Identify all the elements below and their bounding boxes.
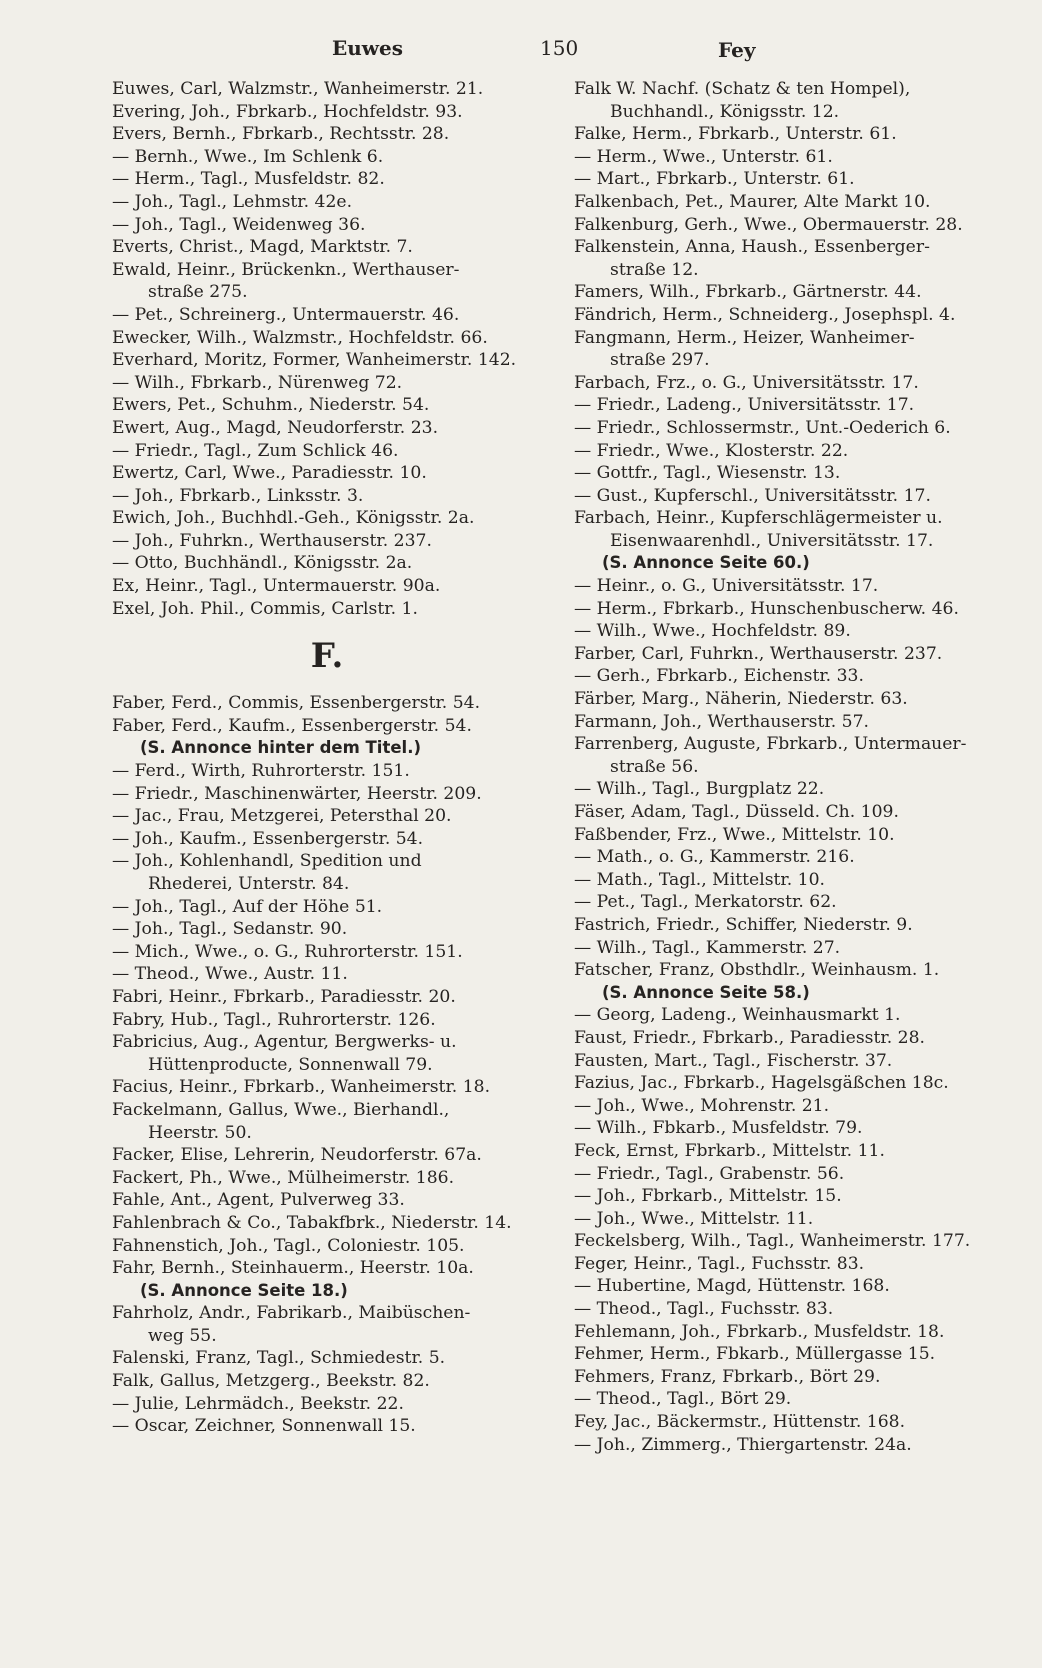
directory-entry: Fackelmann, Gallus, Wwe., Bierhandl., <box>112 1099 450 1120</box>
directory-entry: Faust, Friedr., Fbrkarb., Paradiesstr. 28. <box>574 1027 925 1048</box>
directory-entry: — Joh., Tagl., Weidenweg 36. <box>112 214 366 235</box>
directory-entry: — Math., Tagl., Mittelstr. 10. <box>574 869 826 890</box>
directory-entry: — Ferd., Wirth, Ruhrorterstr. 151. <box>112 761 410 782</box>
entry-continuation: Hüttenproducte, Sonnenwall 79. <box>148 1054 433 1075</box>
directory-entry: Famers, Wilh., Fbrkarb., Gärtnerstr. 44. <box>574 282 922 303</box>
directory-entry: Falenski, Franz, Tagl., Schmiedestr. 5. <box>112 1348 446 1369</box>
directory-entry: — Friedr., Wwe., Klosterstr. 22. <box>574 440 849 461</box>
entry-continuation: straße 297. <box>610 350 710 371</box>
directory-entry: Fazius, Jac., Fbrkarb., Hagelsgäßchen 18c. <box>574 1073 949 1094</box>
directory-entry: Everts, Christ., Magd, Marktstr. 7. <box>112 237 413 258</box>
directory-entry: Fahle, Ant., Agent, Pulverweg 33. <box>112 1190 405 1211</box>
directory-entry: Feckelsberg, Wilh., Tagl., Wanheimerstr. 177. <box>574 1231 971 1252</box>
header-last-name: Fey <box>718 38 756 62</box>
directory-entry: — Jac., Frau, Metzgerei, Petersthal 20. <box>112 806 452 827</box>
directory-entry: Fabricius, Aug., Agentur, Bergwerks- u. <box>112 1032 457 1053</box>
directory-entry: — Wilh., Wwe., Hochfeldstr. 89. <box>574 621 851 642</box>
directory-entry: Farmann, Joh., Werthauserstr. 57. <box>574 711 869 732</box>
directory-entry: — Joh., Tagl., Lehmstr. 42e. <box>112 191 353 212</box>
entry-continuation: Eisenwaarenhdl., Universitätsstr. 17. <box>610 530 934 551</box>
directory-entry: Fatscher, Franz, Obsthdlr., Weinhausm. 1. <box>574 960 940 981</box>
directory-entry: Ewert, Aug., Magd, Neudorferstr. 23. <box>112 417 439 438</box>
directory-entry: Facius, Heinr., Fbrkarb., Wanheimerstr. 18. <box>112 1077 491 1098</box>
directory-entry: Farbach, Frz., o. G., Universitätsstr. 17. <box>574 372 919 393</box>
page-number: 150 <box>540 36 579 60</box>
directory-entry: Falkenburg, Gerh., Wwe., Obermauerstr. 28. <box>574 214 963 235</box>
directory-entry: Fabry, Hub., Tagl., Ruhrorterstr. 126. <box>112 1009 436 1030</box>
directory-entry: Fehmer, Herm., Fbkarb., Müllergasse 15. <box>574 1344 936 1365</box>
directory-entry: Ewald, Heinr., Brückenkn., Werthauser- <box>112 259 460 280</box>
directory-entry: Ewers, Pet., Schuhm., Niederstr. 54. <box>112 395 430 416</box>
directory-entry: — Gust., Kupferschl., Universitätsstr. 17. <box>574 485 931 506</box>
directory-entry: Falk, Gallus, Metzgerg., Beekstr. 82. <box>112 1371 430 1392</box>
entry-continuation: Rhederei, Unterstr. 84. <box>148 874 350 894</box>
directory-entry: — Pet., Tagl., Merkatorstr. 62. <box>574 892 837 913</box>
entry-continuation: straße 12. <box>610 259 699 280</box>
directory-entry: — Friedr., Tagl., Grabenstr. 56. <box>574 1163 845 1184</box>
directory-entry: — Joh., Wwe., Mittelstr. 11. <box>574 1208 814 1229</box>
directory-entry: Facker, Elise, Lehrerin, Neudorferstr. 67a. <box>112 1145 482 1166</box>
directory-entry: — Mart., Fbrkarb., Unterstr. 61. <box>574 169 855 190</box>
directory-entry: Faber, Ferd., Commis, Essenbergerstr. 54. <box>112 693 481 714</box>
directory-entry: — Mich., Wwe., o. G., Ruhrorterstr. 151. <box>112 941 463 962</box>
section-letter: F. <box>310 636 344 677</box>
directory-entry: Fahlenbrach & Co., Tabakfbrk., Niederstr. 14. <box>112 1212 512 1233</box>
directory-entry: Ex, Heinr., Tagl., Untermauerstr. 90a. <box>112 576 441 597</box>
entry-continuation: straße 275. <box>148 282 248 303</box>
directory-entry: Everhard, Moritz, Former, Wanheimerstr. 142. <box>112 350 517 371</box>
directory-entry: — Herm., Wwe., Unterstr. 61. <box>574 146 833 167</box>
entry-continuation: Heerstr. 50. <box>148 1122 252 1143</box>
directory-entry: — Friedr., Maschinenwärter, Heerstr. 209. <box>112 783 482 804</box>
directory-entry: Fangmann, Herm., Heizer, Wanheimer- <box>574 327 915 348</box>
directory-entry: — Joh., Fbrkarb., Mittelstr. 15. <box>574 1186 842 1207</box>
directory-entry: — Otto, Buchhändl., Königsstr. 2a. <box>112 553 413 574</box>
annonce-note: (S. Annonce Seite 58.) <box>602 982 810 1002</box>
directory-entry: — Theod., Tagl., Bört 29. <box>574 1389 792 1410</box>
directory-entry: — Wilh., Fbkarb., Musfeldstr. 79. <box>574 1118 863 1139</box>
directory-entry: Färber, Marg., Näherin, Niederstr. 63. <box>574 689 908 710</box>
directory-entry: Farber, Carl, Fuhrkn., Werthauserstr. 237. <box>574 643 943 664</box>
directory-entry: Fehmers, Franz, Fbrkarb., Bört 29. <box>574 1366 881 1387</box>
directory-entry: — Gerh., Fbrkarb., Eichenstr. 33. <box>574 666 864 687</box>
directory-entry: — Math., o. G., Kammerstr. 216. <box>574 847 855 868</box>
directory-entry: — Heinr., o. G., Universitätsstr. 17. <box>574 576 879 597</box>
directory-entry: Fabri, Heinr., Fbrkarb., Paradiesstr. 20. <box>112 986 456 1007</box>
directory-entry: — Georg, Ladeng., Weinhausmarkt 1. <box>574 1005 901 1026</box>
directory-entry: — Oscar, Zeichner, Sonnenwall 15. <box>112 1416 416 1437</box>
directory-entry: Fahnenstich, Joh., Tagl., Coloniestr. 105. <box>112 1235 465 1256</box>
directory-entry: Feck, Ernst, Fbrkarb., Mittelstr. 11. <box>574 1140 885 1161</box>
directory-entry: — Herm., Fbrkarb., Hunschenbuscherw. 46. <box>574 598 959 619</box>
directory-entry: — Friedr., Schlossermstr., Unt.-Oederich 6. <box>574 417 951 438</box>
header-first-name: Euwes <box>332 36 403 60</box>
directory-entry: Ewecker, Wilh., Walzmstr., Hochfeldstr. 66. <box>112 327 488 348</box>
directory-entry: — Julie, Lehrmädch., Beekstr. 22. <box>112 1393 404 1414</box>
directory-entry: Falk W. Nachf. (Schatz & ten Hompel), <box>574 79 911 99</box>
directory-entry: — Joh., Kohlenhandl, Spedition und <box>112 851 422 872</box>
left-column <box>112 78 542 1438</box>
directory-entry: Euwes, Carl, Walzmstr., Wanheimerstr. 21. <box>112 79 484 99</box>
directory-entry: — Friedr., Ladeng., Universitätsstr. 17. <box>574 395 915 416</box>
annonce-note: (S. Annonce Seite 18.) <box>140 1280 348 1300</box>
directory-entry: — Wilh., Tagl., Burgplatz 22. <box>574 779 825 800</box>
directory-entry: Fackert, Ph., Wwe., Mülheimerstr. 186. <box>112 1167 455 1188</box>
directory-entry: Fausten, Mart., Tagl., Fischerstr. 37. <box>574 1050 893 1071</box>
directory-entry: Fastrich, Friedr., Schiffer, Niederstr. 9. <box>574 914 913 935</box>
directory-entry: — Joh., Tagl., Auf der Höhe 51. <box>112 896 383 917</box>
directory-entry: — Pet., Schreinerg., Untermauerstr. 46. <box>112 304 460 325</box>
directory-entry: — Theod., Tagl., Fuchsstr. 83. <box>574 1299 834 1320</box>
directory-entry: Farrenberg, Auguste, Fbrkarb., Untermauer- <box>574 734 967 755</box>
directory-entry: — Wilh., Tagl., Kammerstr. 27. <box>574 937 841 958</box>
directory-entry: — Bernh., Wwe., Im Schlenk 6. <box>112 146 384 167</box>
directory-entry: Ewertz, Carl, Wwe., Paradiesstr. 10. <box>112 463 427 484</box>
directory-entry: Faßbender, Frz., Wwe., Mittelstr. 10. <box>574 824 895 845</box>
directory-entry: — Joh., Wwe., Mohrenstr. 21. <box>574 1095 830 1116</box>
directory-entry: — Wilh., Fbrkarb., Nürenweg 72. <box>112 372 403 393</box>
annonce-note: (S. Annonce Seite 60.) <box>602 553 810 573</box>
directory-entry: Evers, Bernh., Fbrkarb., Rechtsstr. 28. <box>112 124 450 145</box>
page-header <box>0 30 1042 70</box>
directory-entry: Falkenbach, Pet., Maurer, Alte Markt 10. <box>574 191 931 212</box>
directory-entry: Fey, Jac., Bäckermstr., Hüttenstr. 168. <box>574 1412 906 1433</box>
directory-entry: — Joh., Kaufm., Essenbergerstr. 54. <box>112 828 424 849</box>
directory-entry: Fäser, Adam, Tagl., Düsseld. Ch. 109. <box>574 802 899 822</box>
directory-entry: Faber, Ferd., Kaufm., Essenbergerstr. 54. <box>112 715 472 736</box>
directory-entry: — Joh., Zimmerg., Thiergartenstr. 24a. <box>574 1434 912 1455</box>
directory-entry: — Hubertine, Magd, Hüttenstr. 168. <box>574 1276 890 1297</box>
directory-entry: — Herm., Tagl., Musfeldstr. 82. <box>112 169 385 190</box>
directory-entry: Exel, Joh. Phil., Commis, Carlstr. 1. <box>112 598 418 619</box>
directory-entry: Fahrholz, Andr., Fabrikarb., Maibüschen- <box>112 1303 471 1324</box>
directory-entry: — Joh., Fuhrkn., Werthauserstr. 237. <box>112 530 432 551</box>
directory-entry: Feger, Heinr., Tagl., Fuchsstr. 83. <box>574 1253 865 1274</box>
entry-continuation: weg 55. <box>148 1325 217 1346</box>
directory-entry: — Gottfr., Tagl., Wiesenstr. 13. <box>574 463 841 484</box>
entry-continuation: straße 56. <box>610 756 699 777</box>
directory-entry: Fehlemann, Joh., Fbrkarb., Musfeldstr. 18. <box>574 1321 945 1342</box>
directory-entry: Fändrich, Herm., Schneiderg., Josephspl. 4. <box>574 304 956 325</box>
directory-entry: Ewich, Joh., Buchhdl.-Geh., Königsstr. 2a. <box>112 508 475 529</box>
directory-entry: Evering, Joh., Fbrkarb., Hochfeldstr. 93. <box>112 101 463 122</box>
directory-entry: — Theod., Wwe., Austr. 11. <box>112 964 348 985</box>
directory-entry: Falke, Herm., Fbrkarb., Unterstr. 61. <box>574 124 897 145</box>
right-column <box>574 78 1004 1456</box>
directory-entry: Fahr, Bernh., Steinhauerm., Heerstr. 10a. <box>112 1258 474 1279</box>
directory-entry: — Friedr., Tagl., Zum Schlick 46. <box>112 440 399 461</box>
directory-entry: — Joh., Fbrkarb., Linksstr. 3. <box>112 485 364 506</box>
annonce-note: (S. Annonce hinter dem Titel.) <box>140 738 421 758</box>
directory-entry: Falkenstein, Anna, Haush., Essenberger- <box>574 237 930 258</box>
directory-entry: — Joh., Tagl., Sedanstr. 90. <box>112 919 348 940</box>
directory-entry: Farbach, Heinr., Kupferschlägermeister u. <box>574 508 943 529</box>
entry-continuation: Buchhandl., Königsstr. 12. <box>610 101 840 122</box>
